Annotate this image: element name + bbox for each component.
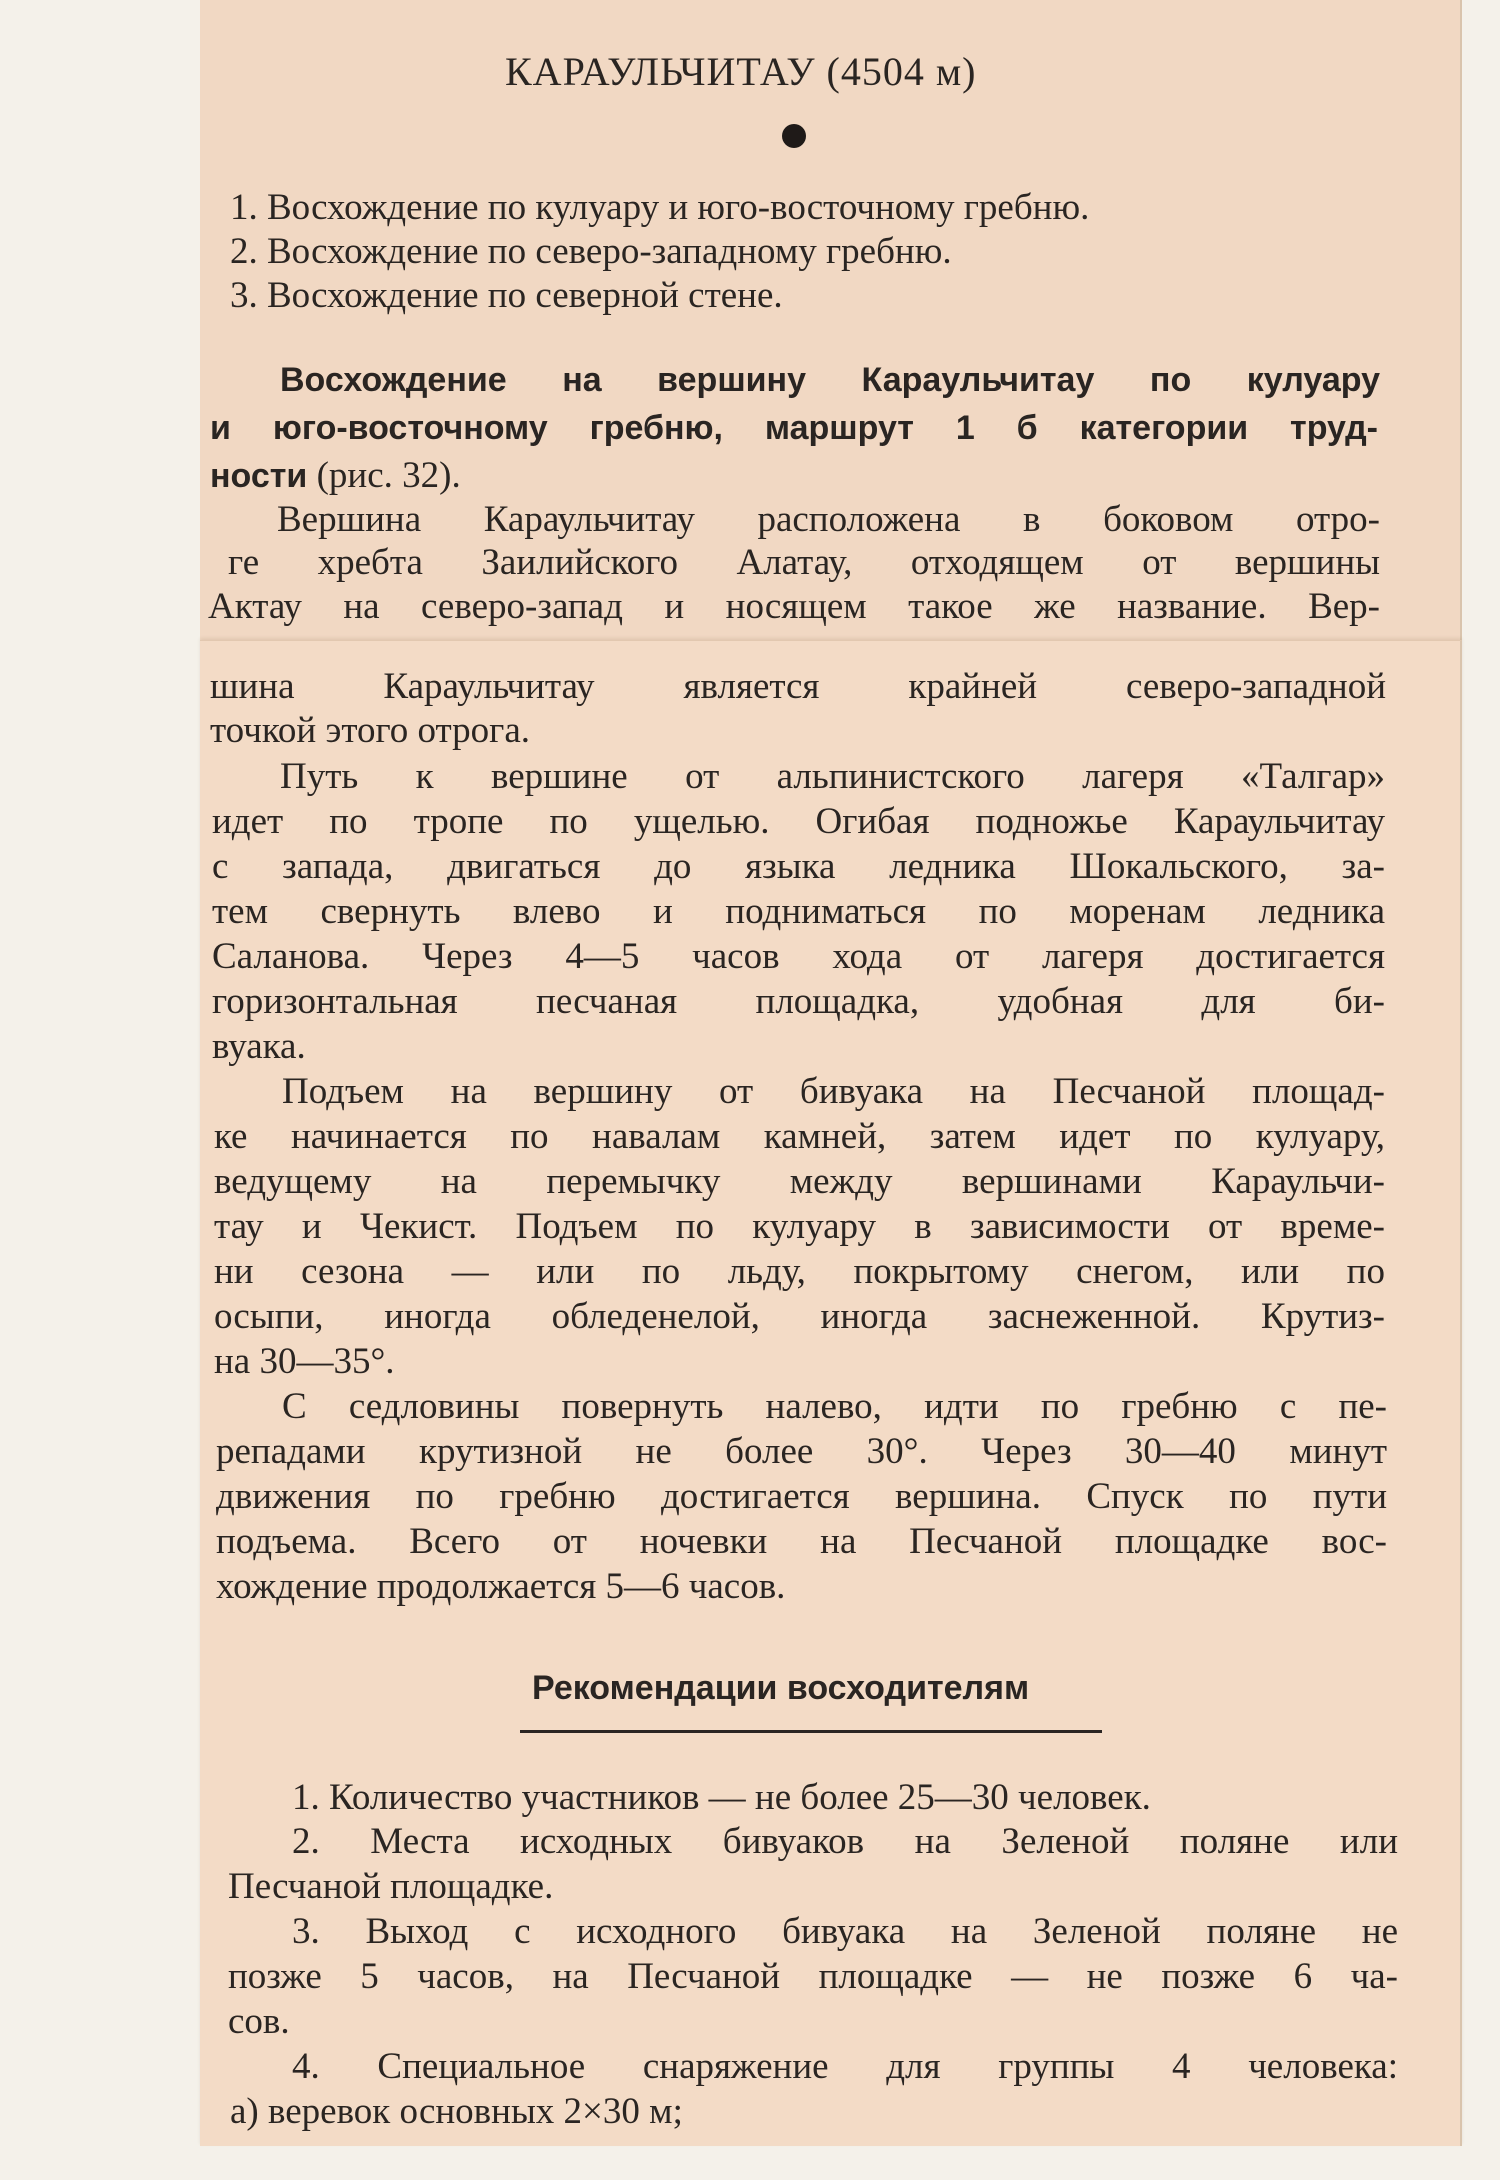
recommendations-heading: Рекомендации восходителям	[532, 1669, 1030, 1707]
recommendation-line: а) веревок основных 2×30 м;	[230, 2091, 683, 2132]
body-line: на 30—35°.	[214, 1341, 395, 1382]
route-item: 2. Восхождение по северо-западному гребню.	[230, 231, 952, 272]
recommendation-line: Песчаной площадке.	[228, 1866, 554, 1907]
bullet-dot-icon	[782, 124, 806, 148]
body-line: шина Караульчитау является крайней северо-западной	[210, 666, 1386, 707]
body-line: вуака.	[212, 1026, 306, 1067]
body-line: ведущему на перемычку между вершинами Караульчи-	[214, 1161, 1385, 1202]
body-line: подъема. Всего от ночевки на Песчаной площадке вос-	[216, 1521, 1387, 1562]
recommendation-line: 3. Выход с исходного бивуака на Зеленой поляне не	[292, 1911, 1398, 1952]
body-line: хождение продолжается 5—6 часов.	[216, 1566, 786, 1607]
section-heading-line: Восхождение на вершину Караульчитау по кулуару	[280, 361, 1380, 399]
page-title	[505, 50, 976, 94]
body-line: Вершина Караульчитау расположена в боковом отро-	[277, 499, 1380, 540]
body-line: ни сезона — или по льду, покрытому снегом, или по	[214, 1251, 1385, 1292]
section-heading-last-line: ности (рис. 32).	[210, 455, 461, 496]
body-line: Путь к вершине от альпинистского лагеря «Талгар»	[280, 756, 1385, 797]
peak-height: (4504 м)	[826, 49, 977, 94]
body-line: ге хребта Заилийского Алатау, отходящем от вершины	[228, 542, 1380, 583]
peak-name: КАРАУЛЬЧИТАУ	[505, 49, 816, 94]
body-line: Саланова. Через 4—5 часов хода от лагеря достигается	[212, 936, 1385, 977]
body-line: с запада, двигаться до языка ледника Шокальского, за-	[212, 846, 1385, 887]
body-line: точкой этого отрога.	[210, 710, 531, 751]
recommendation-line: 1. Количество участников — не более 25—30 человек.	[292, 1777, 1151, 1818]
route-item: 3. Восхождение по северной стене.	[230, 275, 783, 316]
body-line: тау и Чекист. Подъем по кулуару в зависимости от време-	[214, 1206, 1385, 1247]
body-line: Актау на северо-запад и носящем такое же название. Вер-	[208, 586, 1380, 627]
body-line: С седловины повернуть налево, идти по гребню с пе-	[282, 1386, 1387, 1427]
body-line: движения по гребню достигается вершина. Спуск по пути	[216, 1476, 1387, 1517]
recommendation-line: 2. Места исходных бивуаков на Зеленой поляне или	[292, 1821, 1398, 1862]
route-item: 1. Восхождение по кулуару и юго-восточному гребню.	[230, 187, 1090, 228]
body-line: идет по тропе по ущелью. Огибая подножье Караульчитау	[212, 801, 1385, 842]
section-heading-line: и юго-восточному гребню, маршрут 1 б категории труд-	[210, 409, 1378, 447]
recommendation-line: позже 5 часов, на Песчаной площадке — не позже 6 ча-	[228, 1956, 1398, 1997]
heading-underline	[520, 1730, 1102, 1733]
body-line: ке начинается по навалам камней, затем идет по кулуару,	[214, 1116, 1385, 1157]
body-line: Подъем на вершину от бивуака на Песчаной площад-	[282, 1071, 1385, 1112]
recommendation-line: сов.	[228, 2001, 290, 2042]
body-line: горизонтальная песчаная площадка, удобная для би-	[212, 981, 1385, 1022]
body-line: репадами крутизной не более 30°. Через 30—40 минут	[216, 1431, 1387, 1472]
body-line: осыпи, иногда обледенелой, иногда заснеженной. Крутиз-	[214, 1296, 1385, 1337]
figure-reference: (рис. 32).	[316, 455, 461, 496]
body-line: тем свернуть влево и подниматься по моренам ледника	[212, 891, 1385, 932]
recommendation-line: 4. Специальное снаряжение для группы 4 человека:	[292, 2046, 1398, 2087]
